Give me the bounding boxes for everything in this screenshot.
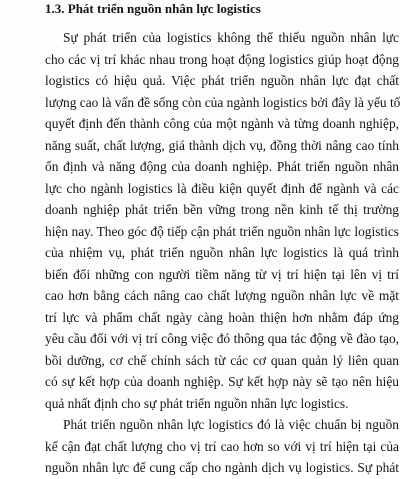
- text-line: Sự phát triển của logistics không thể thiếu nguồn nhân lực: [63, 30, 399, 45]
- text-line: nguồn nhân lực để cung cấp cho ngành dịch vụ logistics. Sự phát: [45, 460, 399, 475]
- text-line: ổn định và năng động của doanh nghiệp. Phát triển nguồn nhân: [45, 159, 399, 174]
- text-line: doanh nghiệp phát triển bền vững trong nền kinh tế thị trường: [45, 202, 399, 217]
- text-line: lượng cao là vấn đề sống còn của ngành logistics bởi đây là yếu tố: [45, 94, 400, 110]
- text-line: biến đổi những con người tiềm năng từ vị trí hiện tại lên vị trí: [45, 266, 399, 282]
- text-line: yêu cầu đối với vị trí công việc đó thông qua tác động về đào tạo,: [45, 331, 399, 346]
- text-line: có sự kết hợp của doanh nghiệp. Sự kết hợp này sẽ tạo nên hiệu: [45, 374, 399, 389]
- text-line: quả nhất định cho sự phát triển nguồn nhân lực logistics.: [45, 395, 349, 411]
- text-line: kế cận đạt chất lượng cho vị trí cao hơn so với vị trí hiện tại của: [45, 438, 399, 454]
- text-line: Phát triển nguồn nhân lực logistics đó là việc chuẩn bị nguồn: [63, 417, 399, 432]
- text-line: bồi dưỡng, cơ chế chính sách từ các cơ quan quản lý liên quan: [45, 352, 399, 368]
- text-line: của nhiệm vụ, phát triển nguồn nhân lực logistics là quá trình: [45, 245, 399, 260]
- body-text: [45, 27, 399, 479]
- text-line: cho các vị trí khác nhau trong hoạt động logistics giúp hoạt động: [45, 51, 399, 67]
- section-heading: 1.3. Phát triển nguồn nhân lực logistics: [45, 1, 261, 16]
- text-line: năng suất, chất lượng, giá thành dịch vụ, đồng thời nâng cao tính: [45, 137, 399, 153]
- text-line: cao hơn bằng cách nâng cao chất lượng nguồn nhân lực về mặt: [45, 288, 399, 303]
- text-line: logistics có hiệu quả. Việc phát triển nguồn nhân lực đạt chất: [45, 73, 399, 88]
- text-line: quyết định đến thành công của một ngành và từng doanh nghiệp,: [45, 116, 399, 131]
- text-line: lực cho ngành logistics là điều kiện quyết định để ngành và các: [45, 180, 399, 196]
- text-line: hiện nay. Theo góc độ tiếp cận phát triển nguồn nhân lực logistics: [45, 223, 399, 239]
- text-line: trí lực và phẩm chất ngày càng hoàn thiện hơn nhằm đáp ứng: [45, 309, 399, 325]
